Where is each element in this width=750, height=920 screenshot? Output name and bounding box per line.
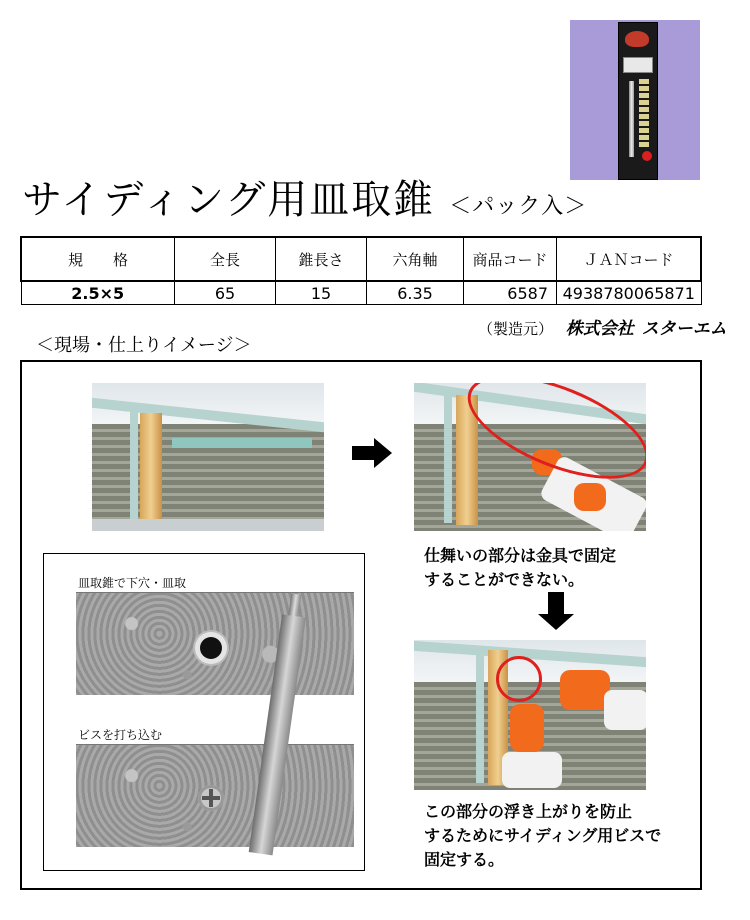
header-product-code: 商品コード xyxy=(464,237,557,281)
caption-problem-line1: 仕舞いの部分は金具で固定 xyxy=(424,546,617,565)
caption-solution-line3: 固定する。 xyxy=(424,850,505,869)
caption-solution xyxy=(424,800,661,872)
section-title: ＜現場・仕上りイメージ＞ xyxy=(36,335,252,356)
stone-surface-top xyxy=(76,592,354,695)
maker-label: （製造元） xyxy=(478,320,554,338)
cell-bit-length: 15 xyxy=(276,281,367,305)
header-spec: 規 格 xyxy=(21,237,175,281)
header-hex-shank: 六角軸 xyxy=(367,237,464,281)
package-badge-icon xyxy=(642,151,652,161)
caption-solution-line2: するためにサイディング用ビスで xyxy=(424,826,662,845)
package-vertical-text xyxy=(639,79,649,149)
header-length: 全長 xyxy=(175,237,276,281)
cell-hex-shank: 6.35 xyxy=(367,281,464,305)
caption-problem-line2: することができない。 xyxy=(424,570,585,589)
photo-before xyxy=(92,383,324,531)
pilot-hole-icon xyxy=(200,637,222,659)
product-package-image xyxy=(570,20,700,180)
cell-jan-code: 4938780065871 xyxy=(557,281,702,305)
cell-length: 65 xyxy=(175,281,276,305)
inset-label-drill: 皿取錐で下穴・皿取 xyxy=(78,576,187,590)
maker-brand: スターエム xyxy=(641,319,727,339)
drill-bit-icon xyxy=(629,81,634,157)
header-jan-code: ＪＡＮコード xyxy=(557,237,702,281)
table-row xyxy=(21,281,701,305)
spec-table xyxy=(20,236,702,305)
photo-solution xyxy=(414,640,646,790)
package-spec-label xyxy=(623,57,653,73)
cell-product-code: 6587 xyxy=(464,281,557,305)
photo-problem xyxy=(414,383,646,531)
title-suffix: ＜パック入＞ xyxy=(449,194,588,219)
spec-header-row xyxy=(21,237,701,281)
screw-head-icon xyxy=(198,785,224,811)
caption-problem xyxy=(424,544,616,592)
package-card xyxy=(618,22,658,180)
highlight-ring-icon xyxy=(496,656,542,702)
header-bit-length: 錐長さ xyxy=(276,237,367,281)
manufacturer-line xyxy=(478,314,727,339)
inset-label-screw: ビスを打ち込む xyxy=(78,728,163,742)
stone-surface-bottom xyxy=(76,744,354,847)
inset-detail xyxy=(43,553,365,871)
caption-solution-line1: この部分の浮き上がりを防止 xyxy=(424,802,633,821)
page-title xyxy=(22,168,587,225)
title-main: サイディング用皿取錐 xyxy=(22,177,436,223)
cell-spec: 2.5×5 xyxy=(21,281,175,305)
brand-logo-icon xyxy=(625,31,649,47)
maker-company: 株式会社 xyxy=(565,319,634,339)
